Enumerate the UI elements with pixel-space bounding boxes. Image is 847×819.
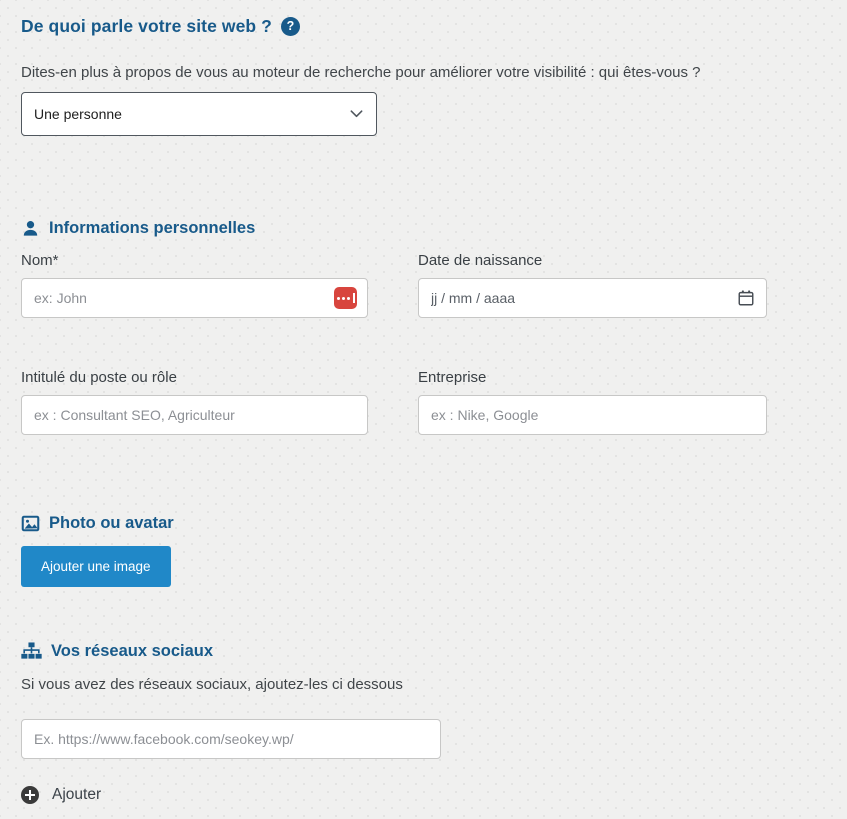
company-input[interactable] xyxy=(418,395,767,435)
page-title-row xyxy=(21,16,847,37)
photo-heading: Photo ou avatar xyxy=(49,514,174,532)
name-input-wrap xyxy=(21,278,368,318)
help-icon[interactable]: ? xyxy=(281,17,300,36)
birthdate-input-wrap xyxy=(418,278,767,318)
add-image-button[interactable]: Ajouter une image xyxy=(21,546,171,587)
name-label: Nom* xyxy=(21,252,59,269)
company-field-group xyxy=(418,369,767,435)
social-heading: Vos réseaux sociaux xyxy=(51,642,214,660)
job-field-group xyxy=(21,369,368,435)
image-icon xyxy=(21,514,40,533)
company-label: Entreprise xyxy=(418,369,487,386)
social-description: Si vous avez des réseaux sociaux, ajoutez-les ci dessous xyxy=(21,676,403,693)
name-field-group xyxy=(21,252,368,318)
user-icon xyxy=(21,219,40,238)
sitemap-icon xyxy=(21,642,42,661)
birthdate-field-group xyxy=(418,252,767,318)
add-social-label: Ajouter xyxy=(52,786,102,803)
company-input-wrap xyxy=(418,395,767,435)
personal-fields-row-2 xyxy=(21,369,847,435)
social-url-input-wrap xyxy=(21,719,441,759)
name-input[interactable] xyxy=(21,278,368,318)
who-select-wrap xyxy=(21,92,377,136)
birthdate-input[interactable] xyxy=(418,278,767,318)
social-section-header xyxy=(21,642,847,661)
birthdate-label: Date de naissance xyxy=(418,252,543,269)
page-title: De quoi parle votre site web ? xyxy=(21,16,272,36)
job-input[interactable] xyxy=(21,395,368,435)
job-input-wrap xyxy=(21,395,368,435)
add-social-button[interactable] xyxy=(21,786,101,804)
calendar-icon[interactable] xyxy=(736,288,756,308)
social-url-input[interactable] xyxy=(21,719,441,759)
intro-text: Dites-en plus à propos de vous au moteur de recherche pour améliorer votre visibilité : qui êtes-vous ? xyxy=(21,64,701,81)
personal-fields-row-1 xyxy=(21,252,847,318)
photo-section-header xyxy=(21,514,847,533)
plus-circle-icon xyxy=(21,786,39,804)
job-label: Intitulé du poste ou rôle xyxy=(21,369,177,386)
password-manager-autofill-icon[interactable] xyxy=(334,287,357,309)
personal-info-section-header xyxy=(21,219,847,238)
who-select[interactable] xyxy=(21,92,377,136)
personal-info-heading: Informations personnelles xyxy=(49,219,256,237)
